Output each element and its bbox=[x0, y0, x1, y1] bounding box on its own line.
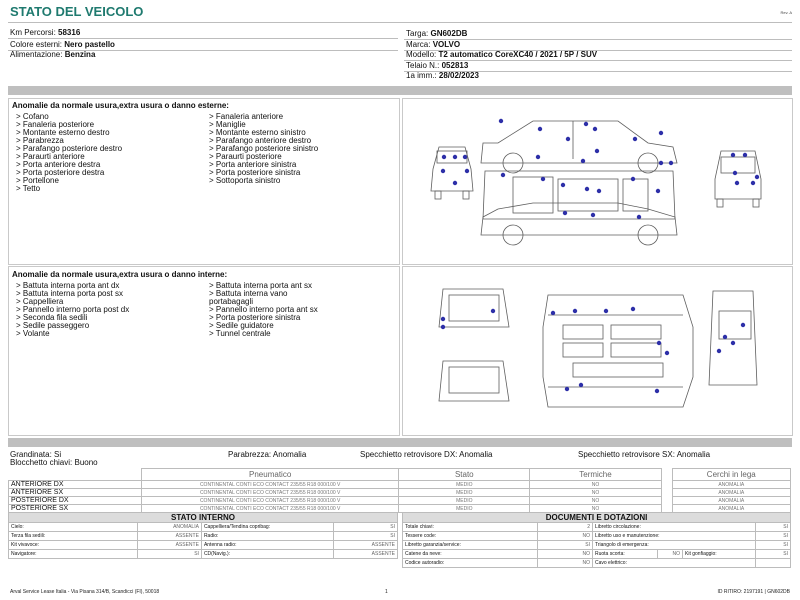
list-item: > Tunnel centrale bbox=[209, 329, 271, 338]
external-col1 bbox=[16, 113, 122, 193]
table-cell: NO bbox=[538, 550, 593, 559]
list-item: > Cofano bbox=[16, 112, 49, 121]
list-item: > Battuta interna vano bbox=[209, 289, 288, 298]
external-col2 bbox=[209, 113, 318, 185]
table-cell: POSTERIORE DX bbox=[9, 497, 142, 505]
list-item: > Porta anteriore destra bbox=[16, 160, 101, 169]
external-heading: Anomalie da normale usura,extra usura o danno esterne: bbox=[12, 101, 229, 110]
table-cell: Cappelliera/Tendina copribag: bbox=[201, 523, 333, 532]
list-item: > Pannello interno porta post dx bbox=[16, 305, 130, 314]
list-item: > Portellone bbox=[16, 176, 59, 185]
table-cell: Cielo: bbox=[9, 523, 138, 532]
table-cell: SI bbox=[756, 532, 791, 541]
list-item: > Sedile passeggero bbox=[16, 321, 90, 330]
list-item: > Sottoporta sinistro bbox=[209, 176, 281, 185]
internal-diagram-panel bbox=[402, 266, 793, 436]
table-row bbox=[9, 523, 398, 532]
table-cell: CONTINENTAL CONTI ECO CONTACT 235/55 R18 000/100 V bbox=[142, 481, 399, 489]
table-cell: NO bbox=[530, 505, 661, 513]
table-row bbox=[403, 559, 791, 568]
table-cell: NO bbox=[658, 550, 683, 559]
table-row bbox=[9, 532, 398, 541]
table-cell: NO bbox=[530, 489, 661, 497]
list-item: > Pannello interno porta ant sx bbox=[209, 305, 318, 314]
table-cell bbox=[756, 559, 791, 568]
table-cell: Terza fila sedili: bbox=[9, 532, 138, 541]
internal-col2 bbox=[209, 282, 318, 338]
table-cell: MEDIO bbox=[399, 481, 530, 489]
list-item: > Parafango anteriore destro bbox=[209, 136, 312, 145]
table-cell: NO bbox=[538, 532, 593, 541]
external-list-panel bbox=[8, 98, 400, 265]
spec-sx-text: Specchietto retrovisore SX: Anomalia bbox=[578, 450, 711, 459]
registration-row: 1a imm.: 28/02/2023 bbox=[406, 71, 479, 80]
table-cell: ANOMALIA bbox=[672, 497, 790, 505]
internal-list-panel bbox=[8, 266, 400, 436]
table-cell: SI bbox=[138, 550, 202, 559]
list-item: > Fanaleria anteriore bbox=[209, 112, 284, 121]
table-cell: Tessere code: bbox=[403, 532, 538, 541]
table-cell: Kit vivavoce: bbox=[9, 541, 138, 550]
table-cell: Libretto circolazione: bbox=[593, 523, 756, 532]
list-item: > Parafango posteriore destro bbox=[16, 144, 123, 153]
list-item: > Fanaleria posteriore bbox=[16, 120, 95, 129]
table-cell: SI bbox=[334, 523, 398, 532]
list-item: > Porta posteriore destra bbox=[16, 168, 105, 177]
grandinata-text: Grandinata: Si bbox=[10, 450, 62, 459]
table-cell: SI bbox=[756, 523, 791, 532]
table-cell: Navigatore: bbox=[9, 550, 138, 559]
table-header: Termiche bbox=[530, 469, 661, 481]
row-line bbox=[404, 39, 792, 40]
car-exterior-diagram-icon bbox=[403, 99, 792, 264]
list-item: > Porta anteriore sinistra bbox=[209, 160, 297, 169]
table-cell: POSTERIORE SX bbox=[9, 505, 142, 513]
table-row bbox=[403, 541, 791, 550]
model-row: Modello: T2 automatico CoreXC40 / 2021 / 5P / SUV bbox=[406, 50, 598, 59]
damage-dots bbox=[441, 119, 759, 219]
color-row: Colore esterni: Nero pastello bbox=[10, 40, 115, 49]
table-cell: Codice autoradio: bbox=[403, 559, 538, 568]
list-item: > Battuta interna porta post sx bbox=[16, 289, 123, 298]
table-row bbox=[403, 550, 791, 559]
table-cell: Antenna radio: bbox=[201, 541, 333, 550]
table-cell: Catene da neve: bbox=[403, 550, 538, 559]
list-item: > Paraurti anteriore bbox=[16, 152, 85, 161]
table-cell: ANOMALIA bbox=[672, 489, 790, 497]
list-item: > Paraurti posteriore bbox=[209, 152, 282, 161]
table-header: Stato bbox=[399, 469, 530, 481]
table-cell: CONTINENTAL CONTI ECO CONTACT 235/55 R18 000/100 V bbox=[142, 505, 399, 513]
car-interior-diagram-icon bbox=[403, 267, 792, 435]
internal-col1 bbox=[16, 282, 129, 338]
table-cell: NO bbox=[530, 497, 661, 505]
footer-page: 1 bbox=[385, 589, 388, 595]
table-cell: ASSENTE bbox=[138, 532, 202, 541]
list-item: > Battuta interna porta ant dx bbox=[16, 281, 120, 290]
table-cell: SI bbox=[756, 550, 791, 559]
list-item: > Montante esterno destro bbox=[16, 128, 110, 137]
spec-dx-text: Specchietto retrovisore DX: Anomalia bbox=[360, 450, 493, 459]
list-item: > Maniglie bbox=[209, 120, 246, 129]
page-title: STATO DEL VEICOLO bbox=[10, 4, 144, 19]
plate-row: Targa: GN602DB bbox=[406, 29, 468, 38]
table-cell: Cavo elettrico: bbox=[593, 559, 756, 568]
table-cell: ANTERIORE DX bbox=[9, 481, 142, 489]
list-item: > Porta posteriore sinistra bbox=[209, 168, 301, 177]
table-cell: SI bbox=[756, 541, 791, 550]
damage-dots bbox=[441, 307, 745, 393]
list-item: > Volante bbox=[16, 329, 50, 338]
list-item: > Parafango posteriore sinistro bbox=[209, 144, 319, 153]
stato-interno-heading: STATO INTERNO bbox=[8, 512, 398, 523]
list-item: > Battuta interna porta ant sx bbox=[209, 281, 312, 290]
table-cell: ANTERIORE SX bbox=[9, 489, 142, 497]
table-row bbox=[9, 497, 791, 505]
revision-label: Rev. A bbox=[780, 10, 792, 15]
table-cell: ANOMALIA bbox=[672, 481, 790, 489]
table-cell: Totale chiavi: bbox=[403, 523, 538, 532]
table-cell: Radio: bbox=[201, 532, 333, 541]
list-item: > Seconda fila sedili bbox=[16, 313, 88, 322]
table-cell: ANOMALIA bbox=[138, 523, 202, 532]
table-cell: CONTINENTAL CONTI ECO CONTACT 235/55 R18 000/100 V bbox=[142, 497, 399, 505]
table-cell: NO bbox=[538, 559, 593, 568]
list-item: portabagagli bbox=[209, 297, 254, 306]
table-row bbox=[9, 550, 398, 559]
table-cell: Kit gonfiaggio: bbox=[683, 550, 756, 559]
table-cell: CONTINENTAL CONTI ECO CONTACT 235/55 R18 000/100 V bbox=[142, 489, 399, 497]
table-cell: ASSENTE bbox=[334, 550, 398, 559]
table-cell: SI bbox=[538, 541, 593, 550]
table-cell: Libretto garanzia/service: bbox=[403, 541, 538, 550]
blocchetto-text: Blocchetto chiavi: Buono bbox=[10, 458, 98, 467]
internal-heading: Anomalie da normale usura,extra usura o danno interne: bbox=[12, 270, 228, 279]
table-header: Pneumatico bbox=[142, 469, 399, 481]
list-item: > Parabrezza bbox=[16, 136, 64, 145]
external-diagram-panel bbox=[402, 98, 793, 265]
stato-interno-table bbox=[8, 522, 398, 559]
table-cell: ANOMALIA bbox=[672, 505, 790, 513]
table-cell: CD(Navig.): bbox=[201, 550, 333, 559]
table-cell: Libretto uso e manutenzione: bbox=[593, 532, 756, 541]
parabrezza-text: Parabrezza: Anomalia bbox=[228, 450, 307, 459]
footer-company: Arval Service Lease Italia - Via Pisana 314/B, Scandicci (FI), 50018 bbox=[10, 589, 160, 595]
table-cell: MEDIO bbox=[399, 489, 530, 497]
header-divider bbox=[8, 22, 792, 23]
table-cell: MEDIO bbox=[399, 497, 530, 505]
list-item: > Porta posteriore sinistra bbox=[209, 313, 301, 322]
brand-row: Marca: VOLVO bbox=[406, 40, 461, 49]
tyre-table bbox=[8, 468, 791, 513]
list-item: > Cappelliera bbox=[16, 297, 64, 306]
table-cell: ASSENTE bbox=[334, 541, 398, 550]
documenti-table bbox=[402, 522, 791, 568]
table-cell: ASSENTE bbox=[138, 541, 202, 550]
row-line bbox=[8, 38, 398, 39]
table-cell: 2 bbox=[538, 523, 593, 532]
section-bar bbox=[8, 86, 792, 95]
table-row bbox=[403, 523, 791, 532]
table-cell: Ruota scorta: bbox=[593, 550, 658, 559]
list-item: > Montante esterno sinistro bbox=[209, 128, 306, 137]
table-cell: SI bbox=[334, 532, 398, 541]
table-cell: MEDIO bbox=[399, 505, 530, 513]
table-row bbox=[9, 481, 791, 489]
table-row bbox=[9, 489, 791, 497]
list-item: > Tetto bbox=[16, 184, 41, 193]
fuel-row: Alimentazione: Benzina bbox=[10, 50, 96, 59]
documenti-heading: DOCUMENTI E DOTAZIONI bbox=[402, 512, 791, 523]
table-header: Cerchi in lega bbox=[672, 469, 790, 481]
table-row bbox=[403, 532, 791, 541]
km-row: Km Percorsi: 58316 bbox=[10, 28, 81, 37]
section-bar bbox=[8, 438, 792, 447]
table-row bbox=[9, 541, 398, 550]
footer-ritiro: ID RITIRO: 2197191 | GN602DB bbox=[717, 589, 790, 595]
chassis-row: Telaio N.: 052813 bbox=[406, 61, 469, 70]
table-cell: Triangolo di emergenza: bbox=[593, 541, 756, 550]
table-cell: NO bbox=[530, 481, 661, 489]
list-item: > Sedile guidatore bbox=[209, 321, 274, 330]
